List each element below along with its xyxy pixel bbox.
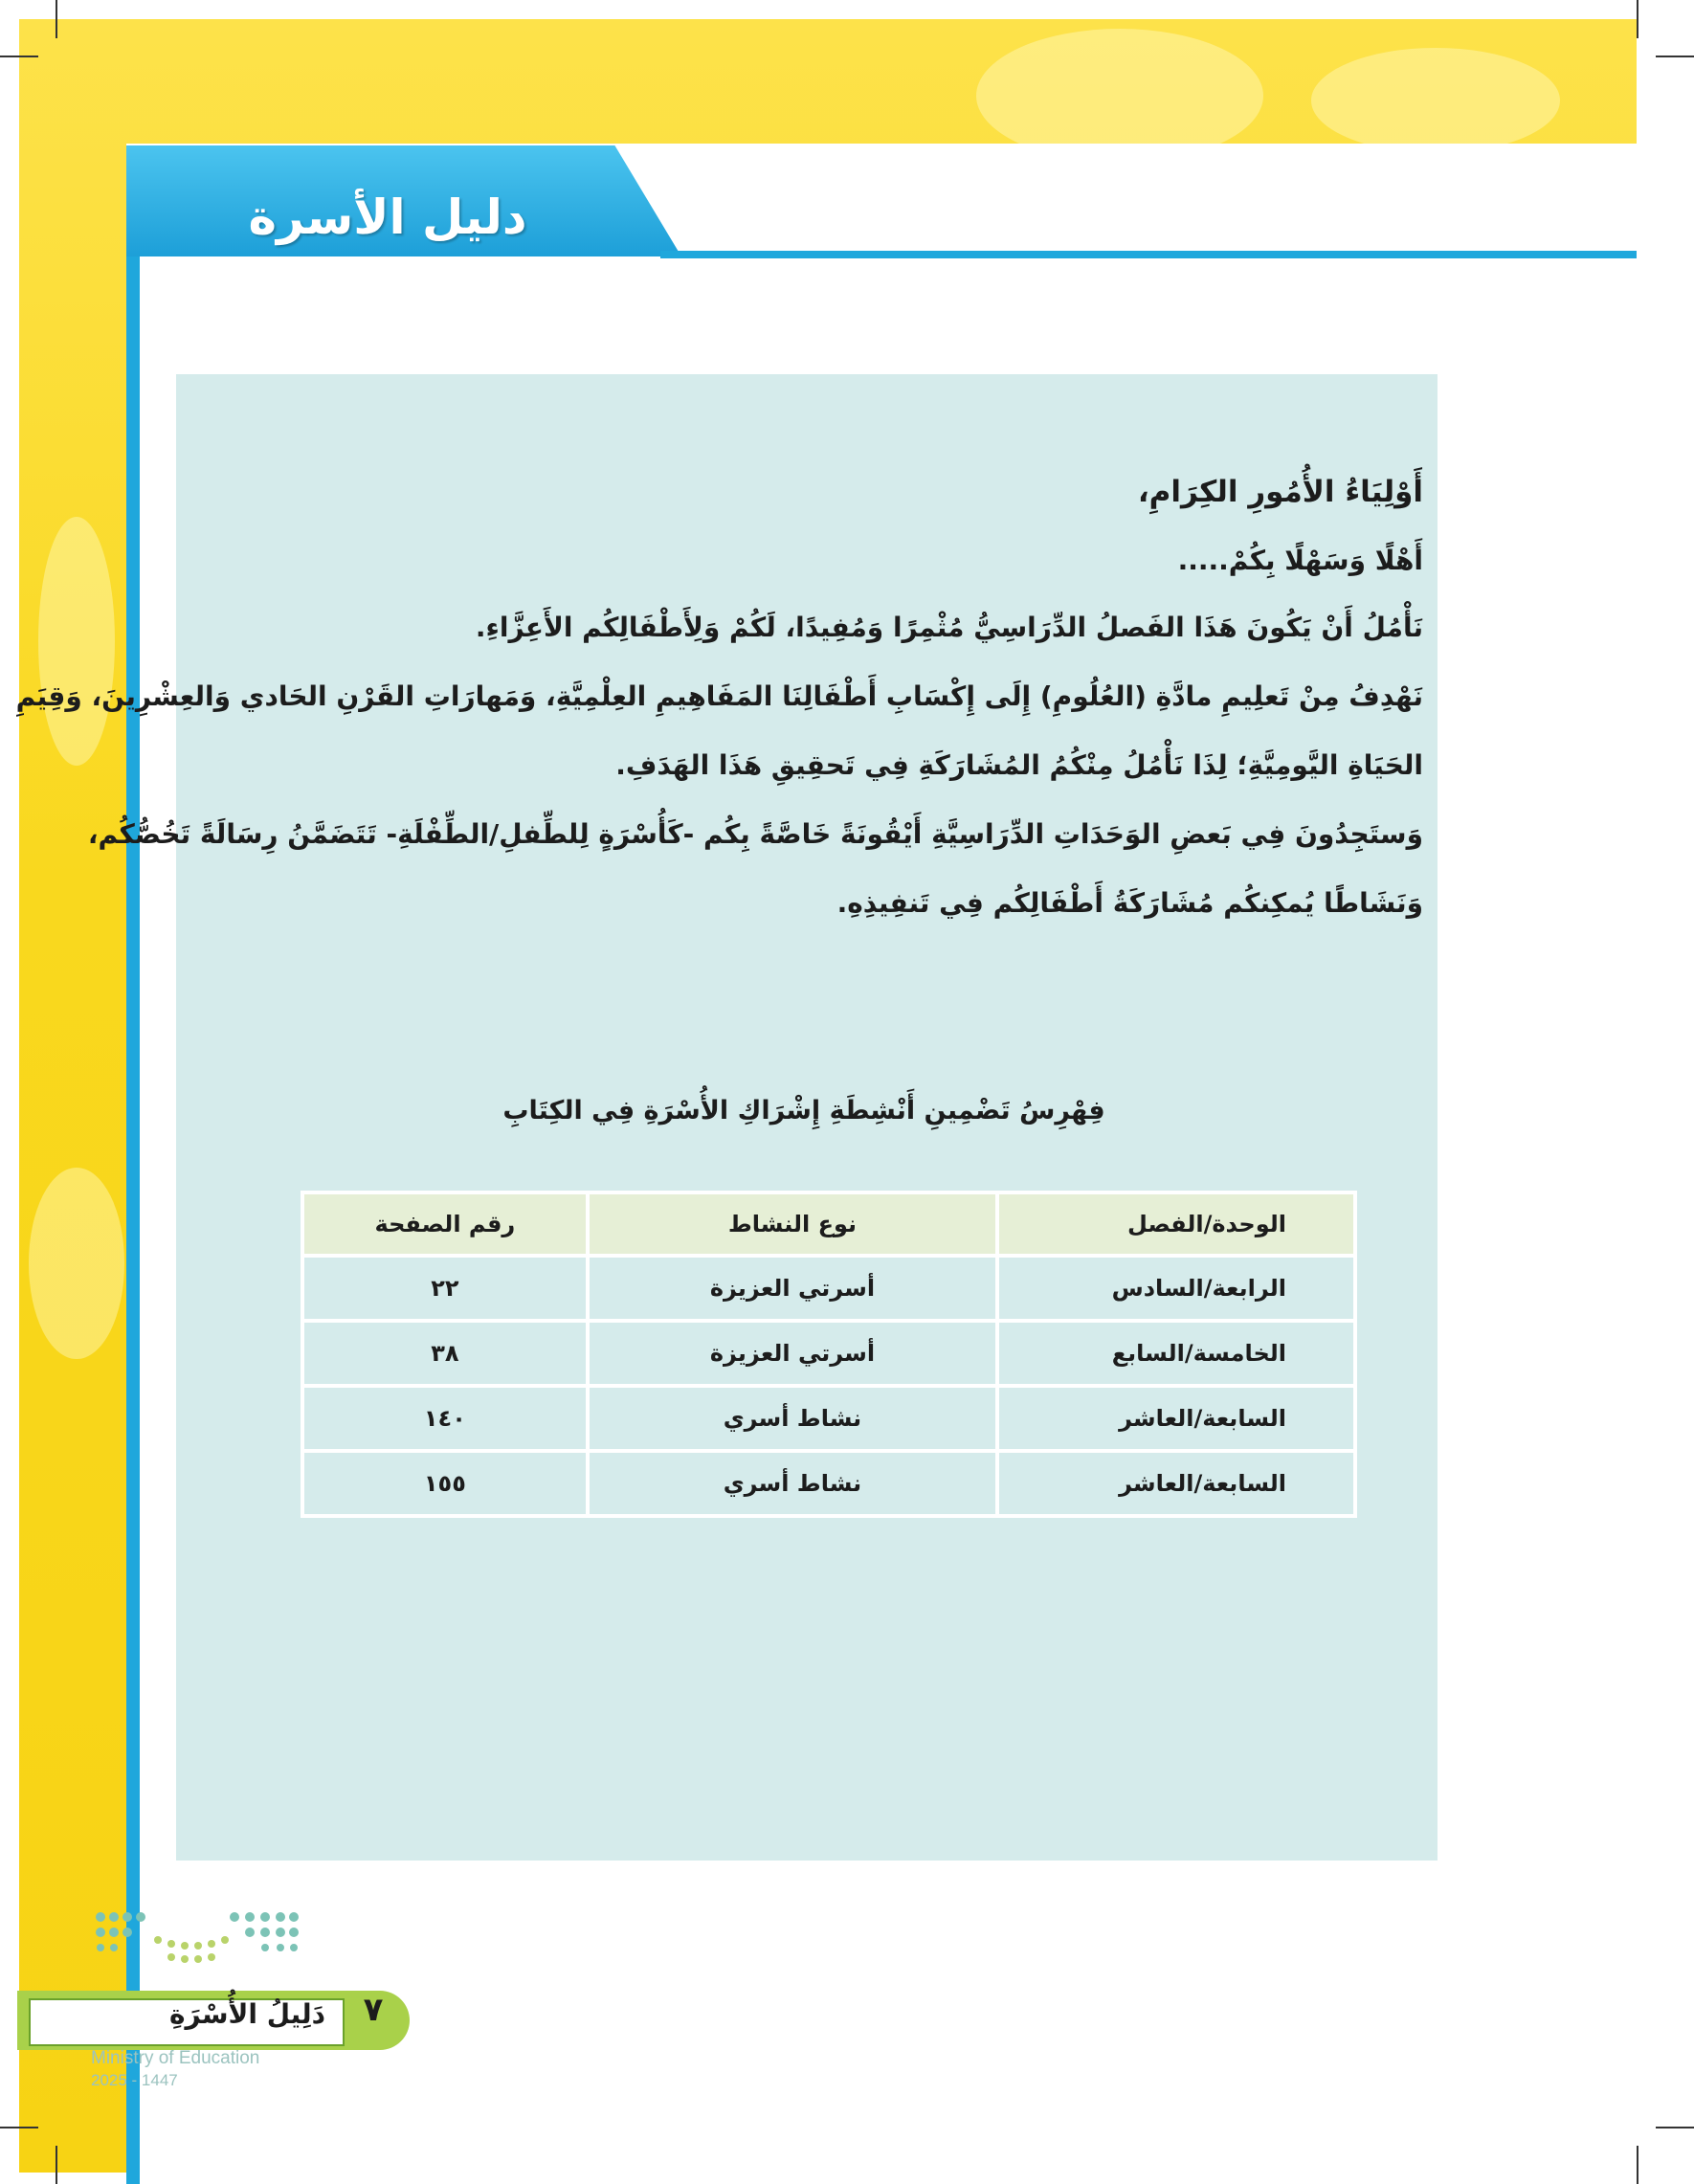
cell-activity: أسرتي العزيزة: [590, 1323, 995, 1384]
crop-mark: [56, 2146, 57, 2184]
cell-page: ١٥٥: [304, 1453, 586, 1514]
footer-title: دَلِيلُ الأُسْرَةِ: [169, 1998, 325, 2030]
table-header-row: [304, 1194, 1353, 1254]
crop-mark: [56, 0, 57, 38]
ministry-logo-icon: [91, 1907, 301, 1984]
ministry-year: 2025 - 1447: [91, 2071, 178, 2089]
decorative-bubble: [38, 517, 115, 766]
cell-unit: السابعة/العاشر: [999, 1388, 1353, 1449]
column-header-unit: الوحدة/الفصل: [999, 1194, 1353, 1254]
letter-line: وَنَشَاطًا يُمكِنكُم مُشَارَكَةُ أَطْفَالِكُم فِي تَنفِيذِهِ.: [836, 887, 1423, 919]
page-title: دليل الأسرة: [248, 189, 527, 245]
cell-page: ٢٢: [304, 1258, 586, 1319]
letter-line: وَستَجِدُونَ فِي بَعضِ الوَحَدَاتِ الدِّرَاسِيَّةِ أَيْقُونَةً خَاصَّةً بِكُم -كَأُسْرَةٍ لِلطِّفلِ/الطِّفْلَةِ- تَتَضَمَّنُ رِسَالَةً تَخُصُّكُم،: [87, 818, 1423, 850]
letter-line: نَأْمُلُ أَنْ يَكُونَ هَذَا الفَصلُ الدِّرَاسِيُّ مُثْمِرًا وَمُفِيدًا، لَكُمْ وَلِأَطْفَالِكُم الأَعِزَّاءِ.: [475, 612, 1423, 643]
table-row: [304, 1453, 1353, 1514]
left-blue-stripe: [126, 237, 140, 2184]
crop-mark: [1637, 0, 1638, 38]
cell-page: ١٤٠: [304, 1388, 586, 1449]
crop-mark: [0, 56, 38, 57]
crop-mark: [1656, 2127, 1694, 2128]
table-row: [304, 1388, 1353, 1449]
cell-unit: السابعة/العاشر: [999, 1453, 1353, 1514]
table-row: [304, 1258, 1353, 1319]
ministry-name: Ministry of Education: [91, 2048, 260, 2068]
page-number: ٧: [363, 1991, 384, 2029]
cell-activity: نشاط أسري: [590, 1453, 995, 1514]
crop-mark: [1637, 2146, 1638, 2184]
letter-salutation: أَوْلِيَاءُ الأُمُورِ الكِرَامِ،: [1137, 475, 1423, 509]
crop-mark: [0, 2127, 38, 2128]
column-header-page: رقم الصفحة: [304, 1194, 586, 1254]
family-activities-table: [301, 1191, 1357, 1518]
table-row: [304, 1323, 1353, 1384]
cell-activity: أسرتي العزيزة: [590, 1258, 995, 1319]
decorative-bubble: [976, 29, 1263, 163]
decorative-bubble: [1311, 48, 1560, 153]
letter-line: الحَيَاةِ اليَّومِيَّةِ؛ لِذَا نَأْمُلُ مِنْكُمُ المُشَارَكَةِ فِي تَحقِيقِ هَذَا الهَدَفِ.: [615, 749, 1423, 781]
letter-line: نَهْدِفُ مِنْ تَعلِيمِ مادَّةِ (العُلُومِ) إِلَى إِكْسَابِ أَطْفَالِنَا المَفَاهِيمِ العِلْمِيَّةِ، وَمَهارَاتِ القَرْنِ الحَادي وَالعِشْرِينَ، وَقِيَمِ: [15, 680, 1423, 712]
cell-page: ٣٨: [304, 1323, 586, 1384]
cell-unit: الرابعة/السادس: [999, 1258, 1353, 1319]
decorative-bubble: [29, 1168, 124, 1359]
cell-unit: الخامسة/السابع: [999, 1323, 1353, 1384]
column-header-activity: نوع النشاط: [590, 1194, 995, 1254]
crop-mark: [1656, 56, 1694, 57]
cell-activity: نشاط أسري: [590, 1388, 995, 1449]
letter-line: أَهْلًا وَسَهْلًا بِكُمْ.....: [1177, 545, 1423, 576]
header-underline: [660, 251, 1637, 258]
table-title: فِهْرِسُ تَضْمِينِ أَنْشِطَةِ إِشْرَاكِ الأُسْرَةِ فِي الكِتَابِ: [502, 1096, 1105, 1125]
